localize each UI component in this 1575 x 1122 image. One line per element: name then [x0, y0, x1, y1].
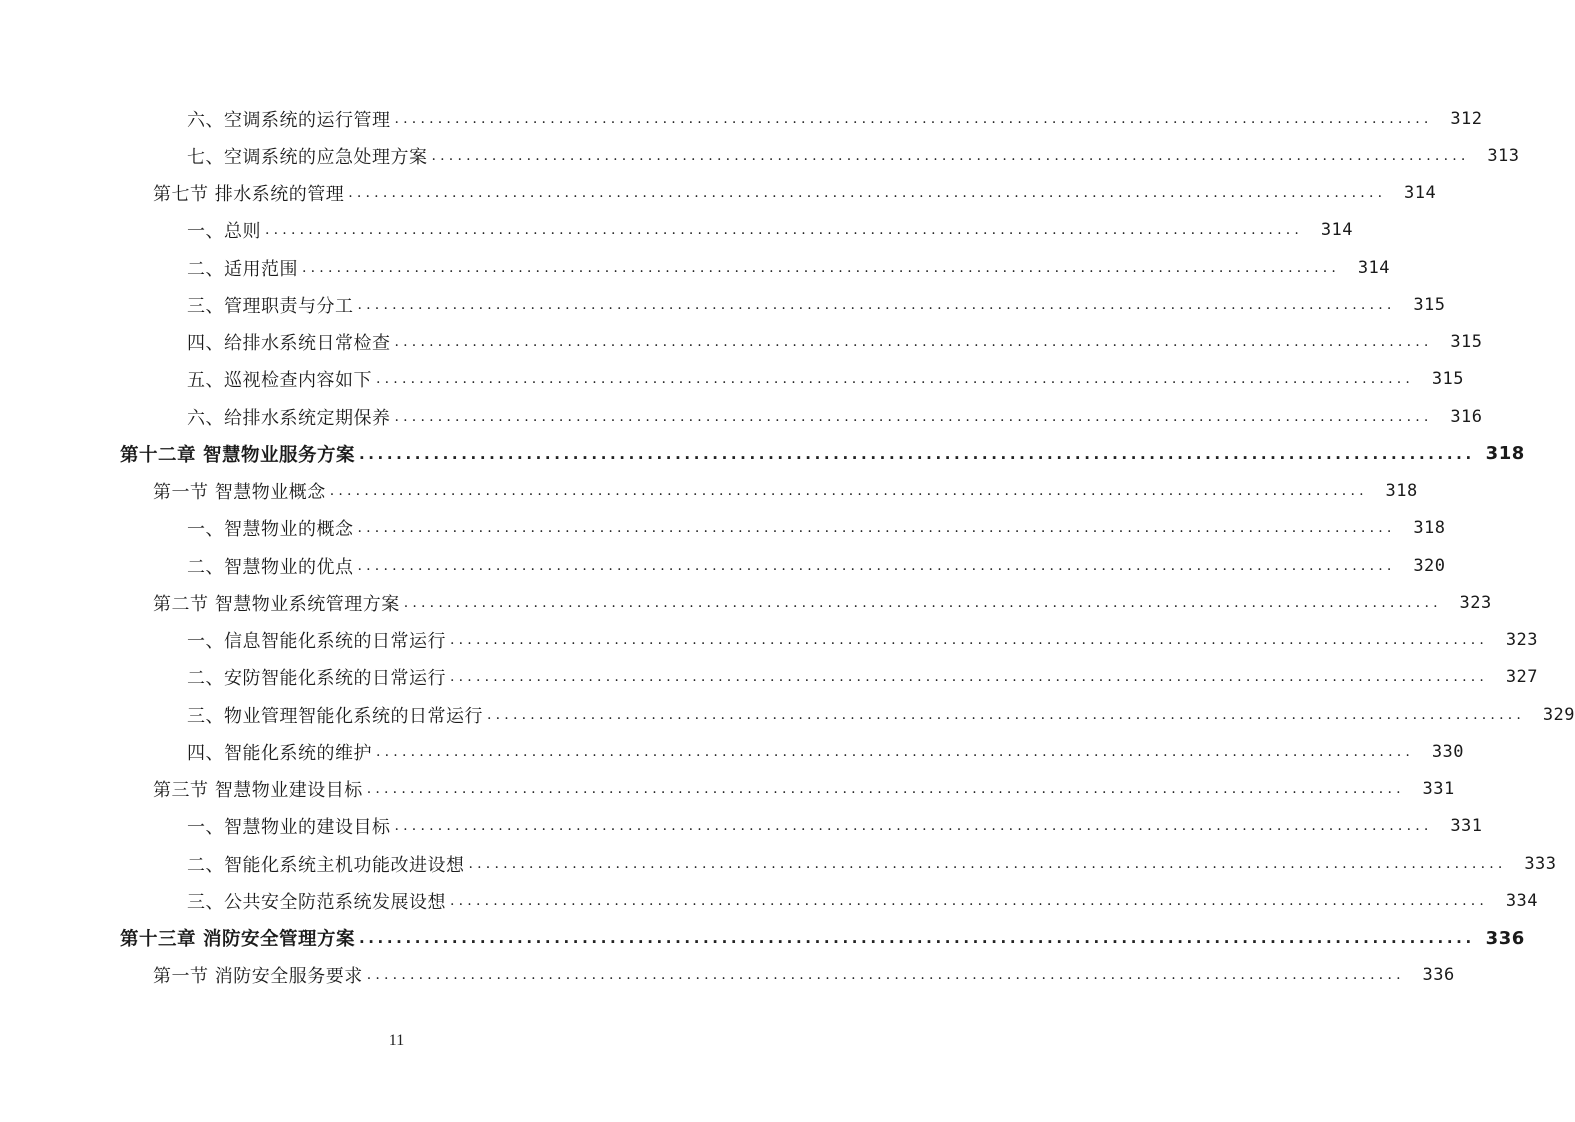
dot-leader: ........................................................................................................................	[357, 296, 1396, 313]
toc-entry-title: 三、公共安全防范系统发展设想	[187, 888, 450, 914]
toc-entry-page: 336	[1422, 965, 1455, 986]
toc-entry-page: 313	[1487, 145, 1520, 166]
dot-leader: ........................................................................................................................	[468, 855, 1507, 872]
toc-entry-title: 二、智慧物业的优点	[187, 553, 358, 579]
toc-entry-page: 314	[1357, 257, 1391, 278]
toc-entry-item[interactable]	[0, 659, 1539, 696]
toc-entry-page: 314	[1404, 183, 1437, 204]
toc-entry-section[interactable]	[0, 771, 1455, 808]
toc-entry-section[interactable]	[0, 175, 1437, 212]
toc-entry-page: 329	[1542, 704, 1575, 725]
toc-entry-item[interactable]	[0, 808, 1483, 845]
toc-entry-page: 318	[1485, 443, 1525, 465]
toc-entry-item[interactable]	[0, 733, 1465, 770]
toc-entry-page: 318	[1385, 481, 1418, 502]
toc-entry-title: 一、智慧物业的概念	[187, 515, 358, 541]
toc-entry-item[interactable]	[0, 212, 1354, 249]
dot-leader: ........................................................................................................................	[394, 408, 1433, 425]
dot-leader: ........................................................................................................................	[366, 781, 1405, 798]
toc-entry-item[interactable]	[0, 622, 1539, 659]
toc-entry-title: 二、安防智能化系统的日常运行	[187, 664, 450, 690]
toc-entry-item[interactable]	[0, 249, 1391, 286]
dot-leader: ........................................................................................................................	[394, 818, 1433, 835]
dot-leader: ........................................................................................................................	[358, 929, 1475, 948]
toc-entry-item[interactable]	[0, 100, 1483, 137]
toc-entry-title: 五、巡视检查内容如下	[187, 366, 376, 392]
toc-entry-page: 331	[1450, 816, 1483, 837]
toc-entry-title: 第十二章 智慧物业服务方案	[120, 441, 359, 467]
dot-leader: ........................................................................................................................	[376, 371, 1415, 388]
toc-entry-item[interactable]	[0, 882, 1539, 919]
toc-entry-page: 312	[1450, 108, 1483, 129]
toc-entry-page: 323	[1505, 630, 1539, 651]
dot-leader: ........................................................................................................................	[394, 110, 1433, 127]
toc-entry-title: 第一节 消防安全服务要求	[153, 962, 367, 988]
toc-entry-item[interactable]	[0, 547, 1446, 584]
dot-leader: ........................................................................................................................	[358, 444, 1475, 463]
toc-entry-page: 333	[1524, 853, 1557, 874]
toc-entry-page: 336	[1485, 927, 1525, 949]
toc-entry-title: 第一节 智慧物业概念	[153, 478, 330, 504]
toc-entry-page: 330	[1431, 741, 1465, 762]
toc-entry-title: 一、智慧物业的建设目标	[187, 813, 395, 839]
toc-entry-item[interactable]	[0, 696, 1575, 733]
toc-entry-title: 第十三章 消防安全管理方案	[120, 925, 359, 951]
toc-entry-title: 六、空调系统的运行管理	[187, 106, 395, 132]
toc-entry-page: 327	[1505, 667, 1539, 688]
dot-leader: ........................................................................................................................	[450, 669, 1489, 686]
dot-leader: ........................................................................................................................	[403, 594, 1442, 611]
toc-entry-title: 二、智能化系统主机功能改进设想	[187, 851, 469, 877]
dot-leader: ........................................................................................................................	[431, 147, 1470, 164]
toc-entry-title: 七、空调系统的应急处理方案	[187, 143, 432, 169]
toc-entry-item[interactable]	[0, 845, 1557, 882]
toc-entry-page: 331	[1422, 779, 1455, 800]
toc-entry-item[interactable]	[0, 361, 1465, 398]
toc-entry-title: 二、适用范围	[187, 255, 302, 281]
toc-entry-page: 318	[1413, 518, 1446, 539]
toc-entry-title: 第二节 智慧物业系统管理方案	[153, 590, 404, 616]
toc-entry-chapter[interactable]	[0, 435, 1525, 472]
toc-entry-title: 四、给排水系统日常检查	[187, 329, 395, 355]
dot-leader: ........................................................................................................................	[357, 557, 1396, 574]
toc-entry-page: 315	[1431, 369, 1465, 390]
toc-entry-section[interactable]	[0, 473, 1418, 510]
toc-entry-title: 六、给排水系统定期保养	[187, 404, 395, 430]
toc-entry-title: 四、智能化系统的维护	[187, 739, 376, 765]
toc-entry-page: 314	[1320, 220, 1354, 241]
dot-leader: ........................................................................................................................	[302, 259, 1341, 276]
dot-leader: ........................................................................................................................	[265, 222, 1304, 239]
page-number: 11	[388, 1032, 405, 1049]
toc-entry-title: 三、管理职责与分工	[187, 292, 358, 318]
toc-entry-item[interactable]	[0, 398, 1483, 435]
toc-entry-title: 第七节 排水系统的管理	[153, 180, 348, 206]
dot-leader: ........................................................................................................................	[376, 743, 1415, 760]
toc-entry-section[interactable]	[0, 957, 1455, 994]
toc-entry-page: 315	[1413, 294, 1446, 315]
toc-entry-item[interactable]	[0, 137, 1520, 174]
toc-entry-page: 320	[1413, 555, 1446, 576]
toc-entry-page: 334	[1505, 890, 1539, 911]
toc-entry-section[interactable]	[0, 584, 1492, 621]
dot-leader: ........................................................................................................................	[487, 706, 1526, 723]
table-of-contents	[0, 100, 1575, 994]
toc-entry-page: 315	[1450, 332, 1483, 353]
dot-leader: ........................................................................................................................	[450, 632, 1489, 649]
toc-entry-item[interactable]	[0, 324, 1483, 361]
dot-leader: ........................................................................................................................	[329, 483, 1368, 500]
toc-entry-item[interactable]	[0, 510, 1446, 547]
toc-entry-title: 第三节 智慧物业建设目标	[153, 776, 367, 802]
toc-entry-page: 323	[1459, 592, 1492, 613]
dot-leader: ........................................................................................................................	[348, 185, 1387, 202]
toc-entry-item[interactable]	[0, 286, 1446, 323]
toc-entry-title: 一、信息智能化系统的日常运行	[187, 627, 450, 653]
toc-entry-title: 三、物业管理智能化系统的日常运行	[187, 702, 487, 728]
dot-leader: ........................................................................................................................	[366, 967, 1405, 984]
dot-leader: ........................................................................................................................	[450, 892, 1489, 909]
toc-entry-title: 一、总则	[187, 217, 265, 243]
dot-leader: ........................................................................................................................	[357, 520, 1396, 537]
toc-entry-chapter[interactable]	[0, 920, 1525, 957]
dot-leader: ........................................................................................................................	[394, 334, 1433, 351]
toc-entry-page: 316	[1450, 406, 1483, 427]
